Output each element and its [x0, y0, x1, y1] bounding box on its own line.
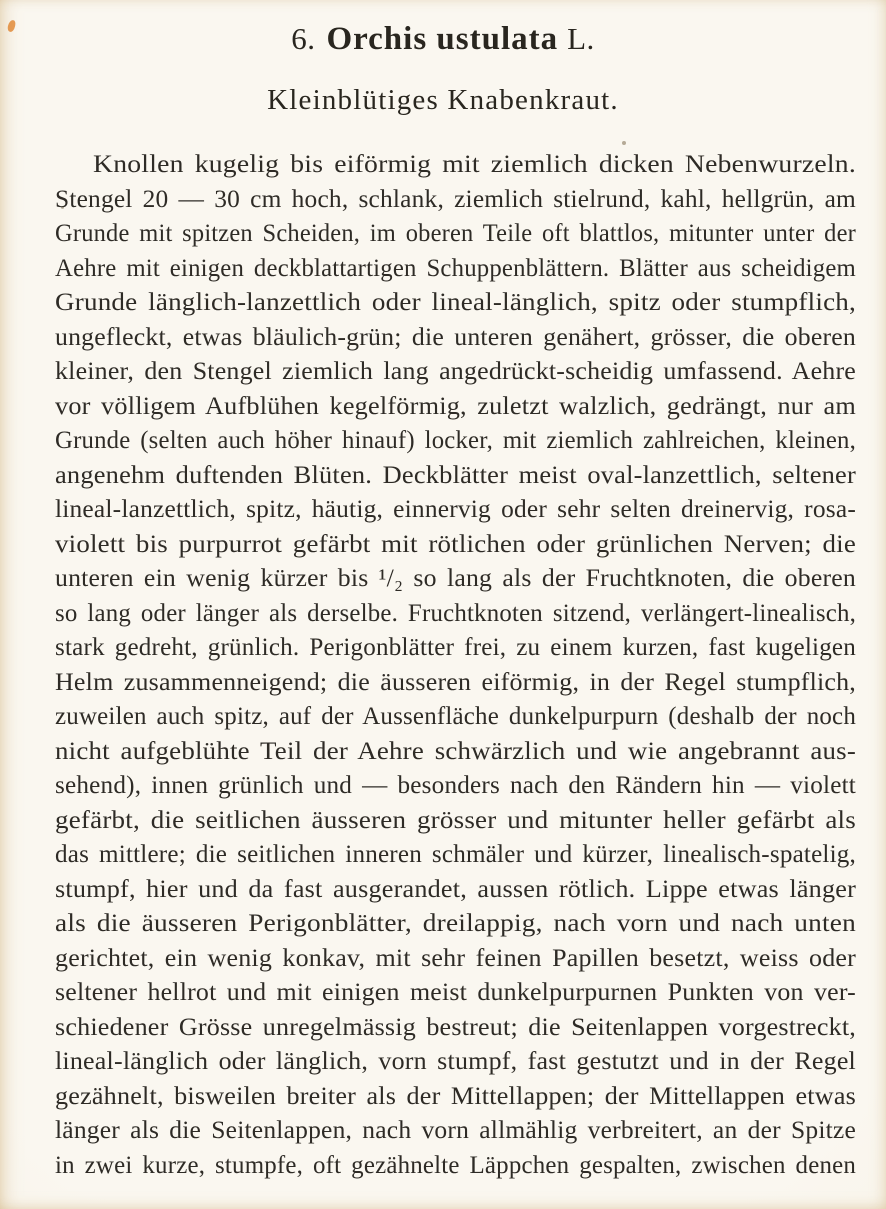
text-line-content: stark gedreht, grünlich. Perigonblätter frei, zu einem kurzen, fast kugeligen [55, 634, 856, 661]
text-line-content: Grunde mit spitzen Scheiden, im oberen Teile oft blattlos, mitunter unter der [55, 220, 856, 247]
text-line [55, 493, 856, 528]
text-line-content: seltener hellrot und mit einigen meist dunkelpurpurnen Punkten von ver- [55, 979, 856, 1006]
text-line [55, 838, 856, 873]
text-line-content: Helm zusammenneigend; die äusseren eiförmig, in der Regel stumpflich, [55, 668, 856, 696]
text-line-content: das mittlere; die seitlichen inneren schmäler und kürzer, linealisch-spatelig, [55, 841, 856, 868]
text-line-content: gefärbt, die seitlichen äusseren grösser und mitunter heller gefärbt als [55, 806, 856, 834]
text-line [55, 183, 856, 218]
species-description [55, 148, 856, 1183]
text-line-content: gerichtet, ein wenig konkav, mit sehr feinen Papillen besetzt, weiss oder [55, 944, 856, 972]
text-line [55, 976, 856, 1011]
text-line-content: violett bis purpurrot gefärbt mit rötlichen oder grünlichen Nerven; die [55, 530, 856, 558]
text-line [55, 390, 856, 425]
text-line-content: sehend), innen grünlich und — besonders nach den Rändern hin — violett [55, 772, 856, 799]
text-line [55, 252, 856, 287]
text-line [93, 148, 856, 183]
text-line-content: als die äusseren Perigonblätter, dreilappig, nach vorn und nach unten [55, 910, 856, 937]
text-line [55, 355, 856, 390]
text-line-content: in zwei kurze, stumpfe, oft gezähnelte Läppchen gespalten, zwischen denen [55, 1151, 856, 1179]
text-line [55, 597, 856, 632]
text-line [55, 1011, 856, 1046]
text-line-content: vor völligem Aufblühen kegelförmig, zuletzt walzlich, gedrängt, nur am [55, 392, 856, 420]
text-line [55, 1149, 856, 1184]
text-line-content: stumpf, hier und da fast ausgerandet, aussen rötlich. Lippe etwas länger [55, 875, 856, 903]
text-line [55, 873, 856, 908]
text-line [55, 700, 856, 735]
text-line-content: so lang oder länger als derselbe. Fruchtknoten sitzend, verlängert-linealisch, [55, 599, 856, 627]
text-line [55, 286, 856, 321]
text-line-content: unteren ein wenig kürzer bis ¹/₂ so lang als der Fruchtknoten, die oberen [55, 565, 856, 592]
species-authority: L. [567, 21, 595, 56]
text-line-content: lineal-länglich oder länglich, vorn stumpf, fast gestutzt und in der Regel [55, 1048, 856, 1075]
species-number: 6. [291, 21, 316, 56]
text-line [55, 907, 856, 942]
text-line [55, 942, 856, 977]
text-line-content: zuweilen auch spitz, auf der Aussenfläche dunkelpurpurn (deshalb der noch [55, 703, 856, 730]
text-line-content: Grunde länglich-lanzettlich oder lineal-länglich, spitz oder stumpflich, [55, 289, 856, 316]
text-line [55, 1080, 856, 1115]
text-line [55, 1045, 856, 1080]
text-line [55, 321, 856, 356]
text-line-content: Knollen kugelig bis eiförmig mit ziemlich dicken Nebenwurzeln. [93, 151, 856, 178]
text-line-content: lineal-lanzettlich, spitz, häutig, einnervig oder sehr selten dreinervig, rosa- [55, 496, 856, 523]
page-header [0, 0, 886, 117]
text-line [55, 735, 856, 770]
text-line-content: Aehre mit einigen deckblattartigen Schuppenblättern. Blätter aus scheidigem [55, 254, 856, 282]
text-line-content: länger als die Seitenlappen, nach vorn allmählig verbreitert, an der Spitze [55, 1117, 856, 1144]
text-line [55, 666, 856, 701]
text-line [55, 631, 856, 666]
text-line [55, 562, 856, 597]
text-line-content: schiedener Grösse unregelmässig bestreut; die Seitenlappen vorgestreckt, [55, 1013, 856, 1041]
text-line [55, 424, 856, 459]
text-line-content: Grunde (selten auch höher hinauf) locker, mit ziemlich zahlreichen, kleinen, [55, 427, 856, 454]
text-line-content: kleiner, den Stengel ziemlich lang angedrückt-scheidig umfassend. Aehre [55, 358, 856, 385]
text-line-content: ungefleckt, etwas bläulich-grün; die unteren genähert, grösser, die oberen [55, 323, 856, 351]
text-line-content: angenehm duftenden Blüten. Deckblätter meist oval-lanzettlich, seltener [55, 461, 856, 489]
text-line-content: Stengel 20 — 30 cm hoch, schlank, ziemlich stielrund, kahl, hellgrün, am [55, 185, 857, 213]
species-name: Orchis ustulata [326, 21, 559, 57]
text-line [55, 804, 856, 839]
text-line [55, 459, 856, 494]
text-line [55, 1114, 856, 1149]
text-line [55, 769, 856, 804]
text-line-content: gezähnelt, bisweilen breiter als der Mittellappen; der Mittellappen etwas [55, 1082, 856, 1110]
paper-speck [622, 141, 626, 145]
text-line [55, 528, 856, 563]
common-name-heading: Kleinblütiges Knabenkraut. [267, 84, 619, 116]
text-line-content: nicht aufgeblühte Teil der Aehre schwärzlich und wie angebrannt aus- [55, 737, 856, 765]
species-heading [0, 21, 886, 58]
text-line [55, 217, 856, 252]
